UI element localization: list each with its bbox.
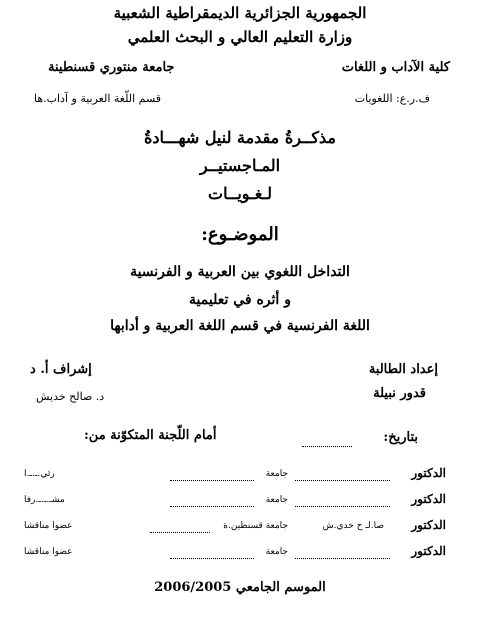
student-name: قدور نبيلة xyxy=(373,386,426,401)
member-university: جامعة xyxy=(265,547,288,557)
supervisor-label: إشراف أ. د xyxy=(30,362,92,377)
ministry-heading: وزارة التعليم العالي و البحث العلمي xyxy=(127,28,353,46)
member-university: جامعة xyxy=(265,495,288,505)
department-name: قسم اللّغة العربية و آداب.ها xyxy=(34,92,162,105)
thesis-line-1: مذكــرةُ مقدمة لنيل شهـــادةُ xyxy=(144,128,336,147)
committee-row xyxy=(0,492,480,512)
member-title: الدكتور xyxy=(411,466,446,480)
thesis-line-2: المـاجستيــر xyxy=(199,156,281,175)
committee-row xyxy=(0,544,480,564)
member-university: جامعة xyxy=(265,469,288,479)
committee-row xyxy=(0,466,480,486)
member-name-dots xyxy=(295,480,390,481)
member-title: الدكتور xyxy=(411,544,446,558)
topic-label: الموضـوع: xyxy=(201,224,279,245)
date-label: بتاريخ: xyxy=(383,430,418,445)
topic-title-3: اللغة الفرنسية في قسم اللغة العربية و أدابها xyxy=(110,318,370,334)
member-university-dots xyxy=(170,480,254,481)
republic-heading: الجمهورية الجزائرية الديمقراطية الشعبية xyxy=(113,4,367,22)
member-title: الدكتور xyxy=(411,492,446,506)
member-name: صا.لـ ح خدي.ش xyxy=(322,521,384,531)
member-name-dots xyxy=(295,558,390,559)
topic-title-1: التداخل اللغوي بين العربية و الفرنسية xyxy=(130,264,350,280)
academic-season: الموسم الجامعي 2006/2005 xyxy=(154,580,326,595)
university-name: جامعة منتوري قسنطينة xyxy=(48,60,175,75)
member-university-dots xyxy=(170,506,254,507)
member-role: رئي.ـ.ـ.ا xyxy=(24,469,55,479)
faculty-name: كلية الآداب و اللغات xyxy=(341,60,450,75)
member-university: جامعة قسنطين.ة xyxy=(223,521,288,531)
committee-row xyxy=(0,518,480,538)
member-university-dots xyxy=(150,532,210,533)
topic-title-2: و أثره في تعليمية xyxy=(189,292,291,308)
branch-name: ف.ر.ع: اللغويات xyxy=(354,92,430,105)
date-dots xyxy=(302,446,352,447)
member-name-dots xyxy=(295,506,390,507)
member-role: عضوا مناقشا xyxy=(24,521,73,531)
thesis-line-3: لـغـويــات xyxy=(208,184,272,203)
member-role: عضوا مناقشا xyxy=(24,547,73,557)
student-label: إعداد الطالبة xyxy=(368,362,438,377)
member-university-dots xyxy=(170,558,254,559)
member-role: مشـ.ـ.ـ.رفا xyxy=(24,495,65,505)
member-title: الدكتور xyxy=(411,518,446,532)
committee-heading: أمام اللّجنة المتكوّنة من: xyxy=(84,428,217,443)
supervisor-name: د. صالح خديش xyxy=(36,390,105,403)
